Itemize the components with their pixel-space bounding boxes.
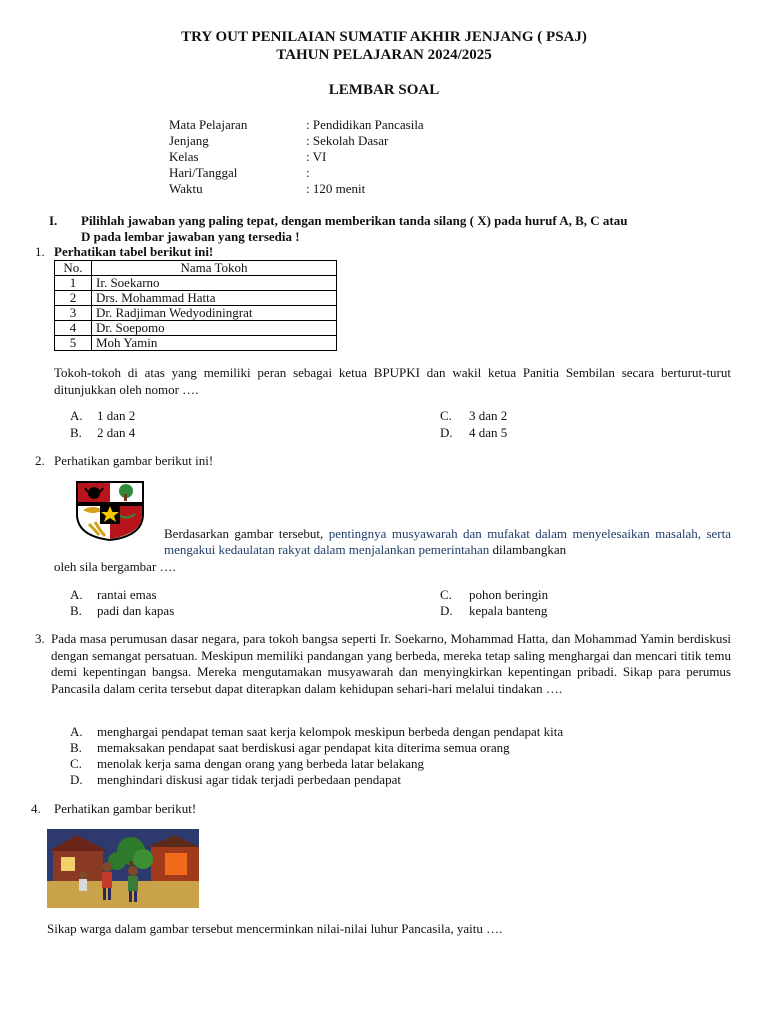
answer-option xyxy=(70,724,563,740)
option-text: menghindari diskusi agar tidak terjadi perbedaan pendapat xyxy=(97,772,401,787)
answer-option xyxy=(70,408,135,424)
table-row xyxy=(55,306,337,321)
meta-value: : Sekolah Dasar xyxy=(306,133,389,148)
question-number: 2. xyxy=(35,453,45,468)
question-prompt: Perhatikan tabel berikut ini! xyxy=(54,244,214,259)
answer-option xyxy=(70,756,424,772)
option-text: menolak kerja sama dengan orang yang berbeda latar belakang xyxy=(97,756,425,771)
meta-value: : 120 menit xyxy=(306,181,366,196)
exam-title: TRY OUT PENILAIAN SUMATIF AKHIR JENJANG ( PSAJ) xyxy=(181,29,587,45)
question-text: Sikap warga dalam gambar tersebut mencerminkan nilai-nilai luhur Pancasila, yaitu …. xyxy=(47,921,503,936)
answer-option xyxy=(440,603,547,619)
table-header: No. xyxy=(55,261,92,276)
question-text: Pada masa perumusan dasar negara, para tokoh bangsa seperti Ir. Soekarno, Mohammad Hatta, dan Mohammad Yamin berdiskusi dengan semangat persatuan. Meskipun memiliki pandangan yang berbeda, mereka tetap saling menghargai dan mencari titik temu demi kepentingan bangsa. Mereka mengutamakan musyawarah dan menyingkirkan kepentingan pribadi. Sikap para perumus Pancasila dalam cerita tersebut dapat diterapkan dalam kehidupan sehari-hari melalui tindakan …. xyxy=(51,631,731,696)
option-letter: D. xyxy=(440,603,453,618)
answer-option xyxy=(70,740,510,756)
option-letter: D. xyxy=(440,425,453,440)
question-prompt: Perhatikan gambar berikut! xyxy=(54,801,197,816)
option-text: 4 dan 5 xyxy=(469,425,508,440)
question-prompt: Perhatikan gambar berikut ini! xyxy=(54,453,214,468)
table-cell: 1 xyxy=(55,276,92,291)
table-cell: Moh Yamin xyxy=(92,336,337,351)
section-instruction: Pilihlah jawaban yang paling tepat, dengan memberikan tanda silang ( X) pada huruf A, B, C atau xyxy=(81,213,628,228)
option-text: padi dan kapas xyxy=(97,603,175,618)
garuda-shield-image xyxy=(75,480,145,542)
option-letter: C. xyxy=(440,408,452,423)
meta-value: : VI xyxy=(306,149,327,164)
question-text-segment: dilambangkan xyxy=(489,542,567,557)
option-text: kepala banteng xyxy=(469,603,548,618)
school-year: TAHUN PELAJARAN 2024/2025 xyxy=(276,47,492,63)
table-cell: Drs. Mohammad Hatta xyxy=(92,291,337,306)
table-cell: Dr. Soepomo xyxy=(92,321,337,336)
answer-option xyxy=(70,603,174,619)
question-number: 4. xyxy=(31,801,41,816)
answer-option xyxy=(70,772,401,788)
question-text-line2: oleh sila bergambar …. xyxy=(54,559,176,574)
table-row xyxy=(55,276,337,291)
section-number: I. xyxy=(49,213,58,228)
meta-label: Hari/Tanggal xyxy=(169,165,238,180)
answer-option xyxy=(440,408,507,424)
option-text: memaksakan pendapat saat berdiskusi agar pendapat kita diterima semua orang xyxy=(97,740,510,755)
option-letter: C. xyxy=(440,587,452,602)
option-letter: B. xyxy=(70,603,82,618)
table-cell: Ir. Soekarno xyxy=(92,276,337,291)
option-text: 3 dan 2 xyxy=(469,408,508,423)
table-header: Nama Tokoh xyxy=(92,261,337,276)
meta-label: Kelas xyxy=(169,149,199,164)
table-cell: 4 xyxy=(55,321,92,336)
table-header-row xyxy=(55,261,337,276)
section-instruction-cont: D pada lembar jawaban yang tersedia ! xyxy=(81,229,300,244)
answer-option xyxy=(440,425,507,441)
option-text: pohon beringin xyxy=(469,587,549,602)
table-cell: Dr. Radjiman Wedyodiningrat xyxy=(92,306,337,321)
sheet-title: LEMBAR SOAL xyxy=(328,82,440,98)
option-letter: C. xyxy=(70,756,82,771)
question-text-line1 xyxy=(164,526,731,557)
table-row xyxy=(55,336,337,351)
table-row xyxy=(55,321,337,336)
meta-value: : xyxy=(306,165,310,180)
table-row xyxy=(55,291,337,306)
question-text-highlight: mengakui kedaulatan rakyat dalam menjalankan pemerintahan xyxy=(164,542,490,557)
option-letter: A. xyxy=(70,724,83,739)
question-text-segment: , serta xyxy=(697,526,731,541)
meta-value: : Pendidikan Pancasila xyxy=(306,117,424,132)
question-text-highlight: pentingnya musyawarah dan mufakat dalam menyelesaikan masalah xyxy=(328,526,698,541)
question-text: Tokoh-tokoh di atas yang memiliki peran sebagai ketua BPUPKI dan wakil ketua Panitia Sembilan secara berturut-turut ditunjukkan oleh nomor …. xyxy=(54,365,731,397)
option-text: 1 dan 2 xyxy=(97,408,136,423)
answer-option xyxy=(70,425,135,441)
answer-option xyxy=(440,587,548,603)
meta-label: Waktu xyxy=(169,181,203,196)
option-letter: B. xyxy=(70,740,82,755)
meta-label: Mata Pelajaran xyxy=(169,117,248,132)
tokoh-table xyxy=(54,260,337,351)
meta-label: Jenjang xyxy=(169,133,209,148)
question-number: 1. xyxy=(35,244,45,259)
table-cell: 5 xyxy=(55,336,92,351)
option-text: rantai emas xyxy=(97,587,157,602)
question-text-segment: Berdasarkan gambar tersebut, xyxy=(164,526,329,541)
question-number: 3. xyxy=(35,631,45,646)
option-letter: A. xyxy=(70,408,83,423)
option-text: 2 dan 4 xyxy=(97,425,136,440)
answer-option xyxy=(70,587,157,603)
option-letter: D. xyxy=(70,772,83,787)
table-cell: 3 xyxy=(55,306,92,321)
option-letter: A. xyxy=(70,587,83,602)
community-scene-image xyxy=(47,829,199,908)
option-text: menghargai pendapat teman saat kerja kelompok meskipun berbeda dengan pendapat kita xyxy=(97,724,564,739)
option-letter: B. xyxy=(70,425,82,440)
table-cell: 2 xyxy=(55,291,92,306)
